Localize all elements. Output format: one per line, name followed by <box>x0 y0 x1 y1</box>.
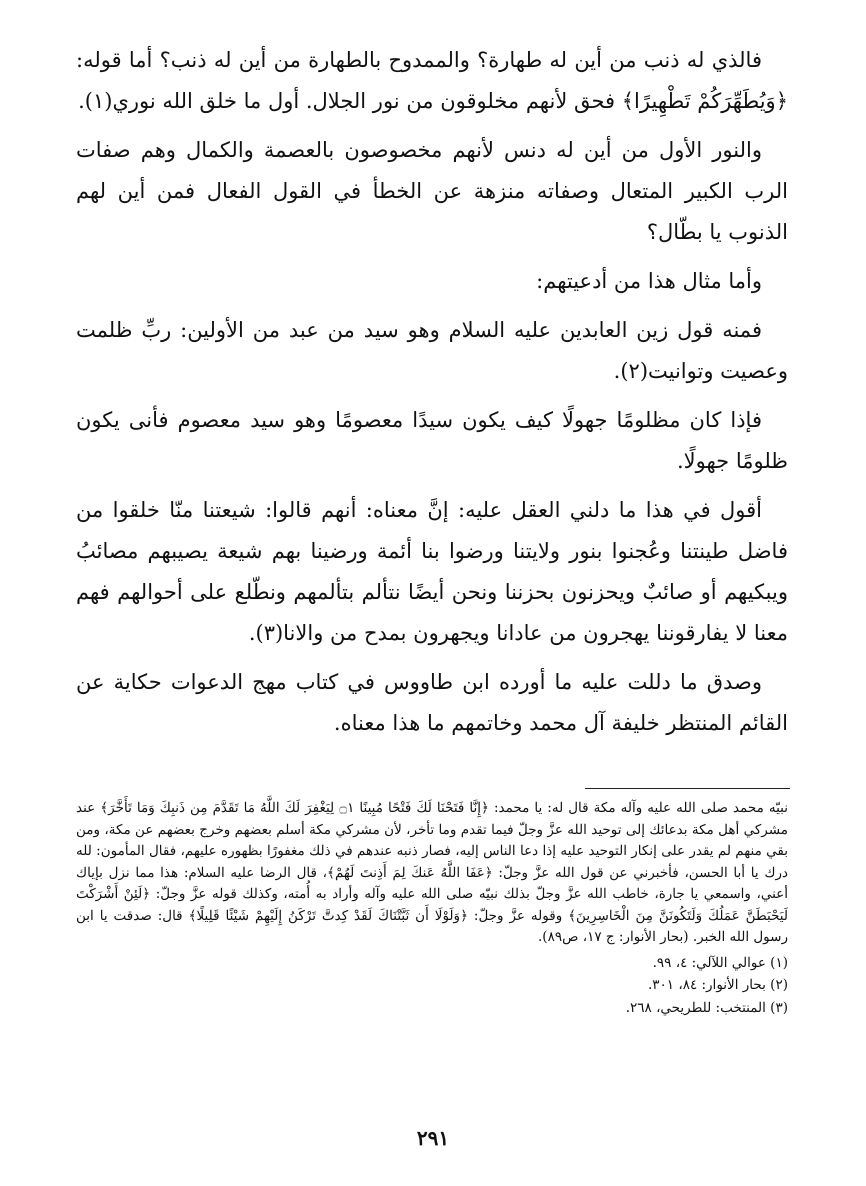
footnote-ref-1: (١) عوالي اللآلي: ٤، ٩٩. <box>652 954 788 971</box>
paragraph: فمنه قول زين العابدين عليه السلام وهو سيد من عبد من الأولين: ربِّ ظلمت وعصيت وتوانيت(٢). <box>76 318 788 383</box>
footnote-ref-2: (٢) بحار الأنوار: ٨٤، ٣٠١. <box>647 977 788 993</box>
paragraph: والنور الأول من أين له دنس لأنهم مخصوصون بالعصمة والكمال وهم صفات الرب الكبير المتعال وصفاته منزهة عن الخطأ في القول الفعال فمن أين لهم الذنوب يا بطّال؟ <box>76 138 788 244</box>
paragraph: وأما مثال هذا من أدعيتهم: <box>536 269 762 293</box>
paragraph: فإذا كان مظلومًا جهولًا كيف يكون سيدًا معصومًا وهو سيد معصوم فأنى يكون ظلومًا جهولًا. <box>76 408 788 473</box>
paragraph: وصدق ما دللت عليه ما أورده ابن طاووس في كتاب مهج الدعوات حكاية عن القائم المنتظر خليفة آل محمد وخاتمهم ما هذا معناه. <box>76 670 788 735</box>
paragraph: أقول في هذا ما دلني العقل عليه: إنَّ معناه: أنهم قالوا: شيعتنا منّا خلقوا من فاضل طينتنا وعُجنوا بنور ولايتنا ورضوا بنا أئمة ورضينا بهم شيعة يصيبهم مصائبُ ويبكيهم أو صائبٌ ويحزنون بحزننا ونحن أيضًا نتألم بتألمهم ونطّلع على أحوالهم فهم معنا لا يفارقوننا يهجرون من عادانا ويجهرون بمدح من والانا(٣). <box>76 498 788 645</box>
footnote-ref-3: (٣) المنتخب: للطريحي، ٢٦٨. <box>625 999 788 1016</box>
page-number: ٢٩١ <box>416 1126 450 1150</box>
footnote-continuation: نبيّه محمد صلى الله عليه وآله مكة قال له: يا محمد: ﴿إِنَّا فَتَحْنَا لَكَ فَتْحًا مُبِينًا ۝١ لِيَغْفِرَ لَكَ اللَّهُ مَا تَقَدَّمَ مِن ذَنبِكَ وَمَا تَأَخَّرَ﴾ عند مشركي أهل مكة بدعائك إلى توحيد الله عزَّ وجلّ فيما تقدم وما تأخر، لأن مشركي مكة أسلم بعضهم وخرج بعضهم عن مكة، ومن بقي منهم لم يقدر على إنكار التوحيد عليه إذا دعا الناس إليه، فصار ذنبه عندهم في ذلك مغفورًا بظهوره عليهم، فقال المأمون: لله درك يا أبا الحسن، فأخبرني عن قول الله عزَّ وجلّ: ﴿عَفَا اللَّهُ عَنكَ لِمَ أَذِنتَ لَهُمْ﴾، قال الرضا عليه السلام: هذا مما نزل بإياك أعني، واسمعي يا جارة، خاطب الله عزَّ وجلّ بذلك نبيّه صلى الله عليه وآله وأراد به أُمته، وكذلك قوله عزَّ وجلّ: ﴿لَئِنْ أَشْرَكْتَ لَيَحْبَطَنَّ عَمَلُكَ وَلَتَكُونَنَّ مِنَ الْخَاسِرِينَ﴾ وقوله عزَّ وجلّ: ﴿وَلَوْلَا أَن ثَبَّتْنَاكَ لَقَدْ كِدتَّ تَرْكَنُ إِلَيْهِمْ شَيْئًا قَلِيلًا﴾ قال: صدقت يا ابن رسول الله الخبر. (بحار الأنوار: ج ١٧، ص٨٩). <box>76 800 788 945</box>
main-text <box>76 40 788 744</box>
footnotes <box>76 798 788 1019</box>
footnote-separator <box>585 788 790 789</box>
paragraph: فالذي له ذنب من أين له طهارة؟ والممدوح بالطهارة من أين له ذنب؟ أما قوله: ﴿وَيُطَهِّرَكُمْ تَطْهِيرًا﴾ فحق لأنهم مخلوقون من نور الجلال. أول ما خلق الله نوري(١). <box>76 48 788 113</box>
